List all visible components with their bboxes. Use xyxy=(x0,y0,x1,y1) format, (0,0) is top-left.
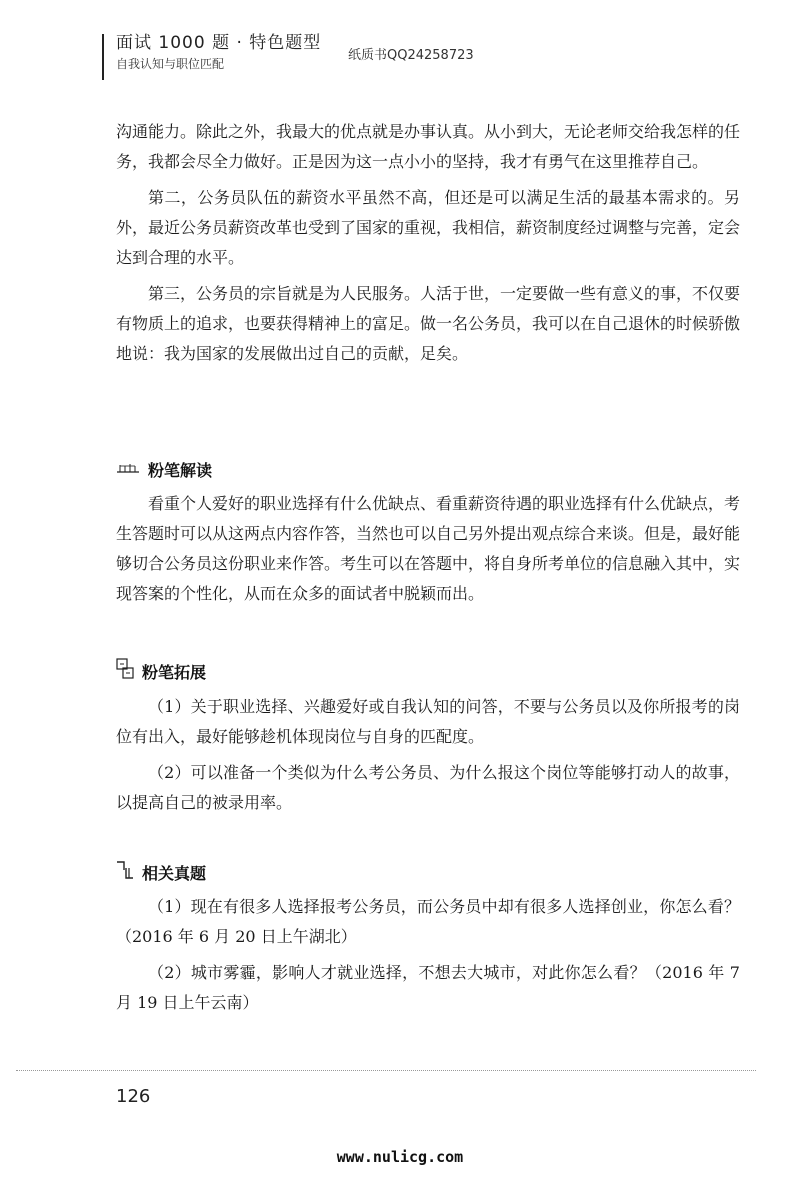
question-item-1: （1）现在有很多人选择报考公务员，而公务员中却有很多人选择创业，你怎么看？（2016 年 6 月 20 日上午湖北） xyxy=(116,897,740,946)
expansion-item-1: （1）关于职业选择、兴趣爱好或自我认知的问答，不要与公务员以及你所报考的岗位有出入，最好能够趁机体现岗位与自身的匹配度。 xyxy=(116,697,740,746)
paragraph-second: 第二，公务员队伍的薪资水平虽然不高，但还是可以满足生活的最基本需求的。另外，最近公务员薪资改革也受到了国家的重视，我相信，薪资制度经过调整与完善，定会达到合理的水平。 xyxy=(116,188,741,267)
chalk-icon xyxy=(116,460,140,479)
running-header xyxy=(102,32,321,74)
question-icon xyxy=(116,860,134,884)
section-heading xyxy=(116,860,740,884)
qq-watermark: 纸质书QQ24258723 xyxy=(348,48,474,63)
section-related-questions xyxy=(116,860,740,1018)
section-expansion xyxy=(116,658,740,818)
paragraph-continued: 沟通能力。除此之外，我最大的优点就是办事认真。从小到大，无论老师交给我怎样的任务，我都会尽全力做好。正是因为这一点小小的坚持，我才有勇气在这里推荐自己。 xyxy=(116,122,741,171)
interpretation-text: 看重个人爱好的职业选择有什么优缺点、看重薪资待遇的职业选择有什么优缺点，考生答题时可以从这两点内容作答，当然也可以自己另外提出观点综合来谈。但是，最好能够切合公务员这份职业来作答。考生可以在答题中，将自身所考单位的信息融入其中，实现答案的个性化，从而在众多的面试者中脱颖而出。 xyxy=(116,494,741,603)
section-heading xyxy=(116,658,740,684)
section-interpretation xyxy=(116,458,740,609)
section-title: 粉笔拓展 xyxy=(142,662,207,682)
section-title: 相关真题 xyxy=(142,863,207,883)
expand-icon xyxy=(116,658,134,684)
section-title: 粉笔解读 xyxy=(148,461,213,480)
question-item-2: （2）城市雾霾，影响人才就业选择，不想去大城市，对此你怎么看？（2016 年 7 月 19 日上午云南） xyxy=(116,963,740,1012)
paragraph-third: 第三，公务员的宗旨就是为人民服务。人活于世，一定要做一些有意义的事，不仅要有物质上的追求，也要获得精神上的富足。做一名公务员，我可以在自己退休的时候骄傲地说：我为国家的发展做出过自己的贡献，足矣。 xyxy=(116,284,741,363)
section-heading xyxy=(116,458,740,481)
chapter-title: 自我认知与职位匹配 xyxy=(116,57,225,71)
site-watermark: www.nulicg.com xyxy=(336,1148,464,1166)
expansion-item-2: （2）可以准备一个类似为什么考公务员、为什么报这个岗位等能够打动人的故事，以提高自己的被录用率。 xyxy=(116,763,740,812)
main-text xyxy=(116,117,740,369)
scan-artifact-line xyxy=(16,1070,756,1071)
page-number: 126 xyxy=(116,1086,151,1107)
header-rule xyxy=(102,34,104,80)
book-title: 面试 1000 题 · 特色题型 xyxy=(116,33,322,53)
